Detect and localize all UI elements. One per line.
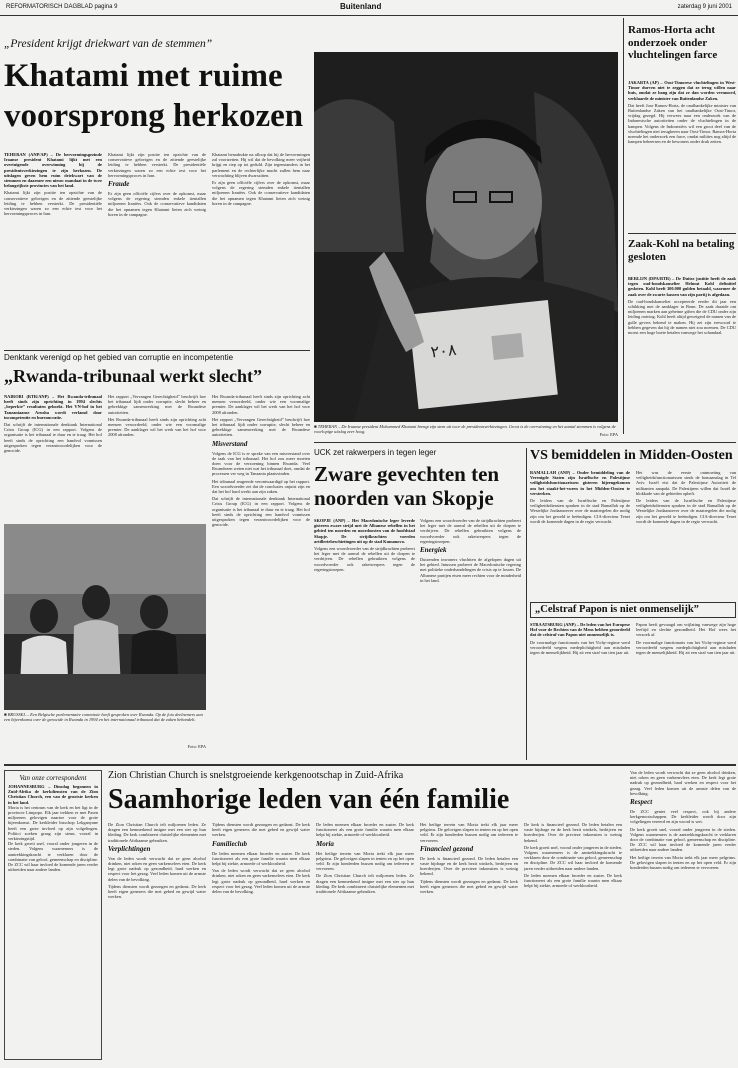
rwanda-body-3b: Het Rwanda-tribunaal heeft sinds zijn oprichting acht mensen veroordeeld, onder wie een voormalige premier. De aanklager wil het werk van het hof voor 2008 afronden. [212,394,310,415]
zcc-body-4b: De leden noemen elkaar broeder en zuster. De kerk functioneert als een grote familie waarin men elkaar helpt bij ziekte, armoede of werkloosheid. [316,822,414,838]
zcc-body-2c: Van de leden wordt verwacht dat ze geen alcohol drinken, niet roken en geen varkensvlees eten. De kerk legt grote nadruk op gezondheid, hard werken en respect voor het gezag. Veel leden komen uit de armste delen van de bevolking. [630,770,736,796]
khatami-photo-credit: Foto: EPA [599,432,618,437]
uck-body-2: Duizenden inwoners vluchtten de afgelopen dagen uit het gebied. Intussen probeert de Macedonische regering met politieke onderhandelingen de crisis op te lossen. De Albanese partijen eisen meer rechten voor de minderheid in het land. [420,557,521,583]
uck-body-1: Volgens een woordvoerder van de strijdkrachten probeert het leger met de aanval de rebellen uit de dorpen te verdrijven. De rebellen gebruikten volgens de woordvoerder ook raketwerpers tegen de regeringstroepen. [314,546,415,572]
khatami-lead: TEHERAN (ANP/AP) – De hervormingsgezinde Iraanse president Khatami lijkt met een overtuigende overwinning bij de presidentsverkiezingen te zijn herkozen. De uitslagen geven hem ruim driekwart van de stemmen en daarmee een nieuw mandaat in de twee belangrijkste provincies van het land. [4,152,102,189]
zcc-headline: Saamhorige leden van één familie [108,784,510,815]
papon-body-1b: De voormalige functionaris van het Vichy-regime werd veroordeeld wegens medeplichtigheid aan misdaden tegen de menselijkheid. Hij zit een straf van tien jaar uit. [636,639,736,656]
rwanda-body-1: Dat schrijft de internationale denktank International Crisis Group (ICG) in een rapport. Volgens de organisatie is het tribunaal te duur en te traag. Het hof heeft sinds de oprichting een handvol vonnissen uitgesproken tegen verantwoordelijken voor de genocide. [4,422,102,454]
khatami-body-1: Khatami lijkt zijn positie ten opzichte van de conservatieve gelovigen en de zittende geestelijke leiding te hebben versterkt. De presidentiële verkiezingen waren zo een echte test voor het hervormingsproces in Iran. [4,190,102,217]
uck-sub-energiek: Energiek [420,546,447,555]
zcc-aside-title: Van onze correspondent [19,774,87,782]
zcc-body-3b: Tijdens diensten wordt gezongen en gedanst. De kerk heeft eigen genezers die met gebed en gewijd water werken. [212,822,310,838]
zcc-col-2 [212,822,310,1058]
rwanda-photo [4,524,206,710]
vs-body-1b: De leiders van de Israëlische en Palestijnse veiligheidsdiensten spraken in de stad Ramallah op de Westelijke Jordaanoever over de maatregelen die nodig zijn om het geweld te beëindigen. CIA-directeur Tenet wordt de komende dagen in de regio verwacht. [636,498,736,524]
khatami-col-3 [212,152,310,348]
vs-col-2 [636,470,736,598]
rwanda-photo-image [4,524,206,710]
zcc-body-3: Tijdens diensten wordt gezongen en gedanst. De kerk heeft eigen genezers die met gebed en gewijd water werken. [108,883,206,900]
khatami-body-2: Er zijn geen officiële cijfers over de opkomst, maar volgens de regering stemden enkele tientallen miljoenen Iraniërs. Ook de conservatieve kandidaten die het opnamen tegen Khatami lieten zich weinig horen in de campagne. [108,191,206,217]
rwanda-body-4: Volgens de ICG is er sprake van een misverstand over de taak van het tribunaal. Het hof zou meer moeten doen voor de verzoening binnen Rwanda. Veel Rwandezen weten niet wat het tribunaal doet, omdat de processen ver weg in Tanzania plaatsvinden. [212,450,310,477]
vs-body-1: De leiders van de Israëlische en Palestijnse veiligheidsdiensten spraken in de stad Ramallah op de Westelijke Jordaanoever over de maatregelen die nodig zijn om het geweld te beëindigen. CIA-directeur Tenet wordt de komende dagen in de regio verwacht. [530,498,630,524]
vs-lead: RAMALLAH (ANP) – Onder bemiddeling van de Verenigde Staten zijn Israëlische en Palestijnse veiligheidsfunctionarissen gisteren bijeengekomen om het staakt-het-vuren in het Midden-Oosten te versterken. [530,470,630,496]
zcc-body-4: De leden noemen elkaar broeder en zuster. De kerk functioneert als een grote familie waarin men elkaar helpt bij ziekte, armoede of werkloosheid. [212,850,310,867]
papon-body-1: De voormalige functionaris van het Vichy-regime werd veroordeeld wegens medeplichtigheid aan misdaden tegen de menselijkheid. Hij zit een straf van tien jaar uit. [530,639,630,656]
uck-headline: Zware gevechten ten noorden van Skopje [314,462,500,510]
zcc-col-6 [630,770,736,1058]
rwanda-col-3 [212,394,310,760]
khatami-body-3: Khatami benadrukte na afloop dat hij de hervormingen zal voortzetten. Hij wil dat de bevolking meer vrijheid krijgt en riep op tot geduld. Zijn tegenstanders in het parlement en de rechterlijke macht zullen hem naar verwachting blijven dwarszitten. [212,152,310,178]
zcc-body-3c: Tijdens diensten wordt gezongen en gedanst. De kerk heeft eigen genezers die met gebed en gewijd water werken. [420,878,518,895]
ramos-body: Dat heeft Jose Ramos-Horta, de onafhankelijke minister van Buitenlandse Zaken van het onafhankelijke Oost-Timor, vrijdag gezegd. Hij verwees naar een onderzoek van de Indonesische autoriteiten onder de vluchtelingen in de kampen. Volgens de Indonesiërs wil een groot deel van de vluchtelingen niet terugkeren naar Oost-Timor. Ramos-Horta noemde het onderzoek een farce, omdat milities nog altijd de kampen beheersen en de bewoners onder druk zetten. [628,102,736,145]
khatami-headline: Khatami met ruime voorsprong herkozen [4,58,304,134]
vs-col-1 [530,470,630,598]
rwanda-body-1b: Dat schrijft de internationale denktank International Crisis Group (ICG) in een rapport. Volgens de organisatie is het tribunaal te duur en te traag. Het hof heeft sinds de oprichting een handvol vonnissen uitgesproken tegen verantwoordelijken voor de genocide. [212,496,310,528]
rwanda-body-2: Het rapport „Vervangen Gerechtigheid” beschrijft hoe het tribunaal lijdt onder corruptie, slecht beheer en gebrekkige samenwerking met de Rwandese autoriteiten. [108,394,206,415]
uck-lead: SKOPJE (ANP) – Het Macedonische leger leverde gisteren zware strijd met de Albanese rebellen in het gebied ten noorden en noordoosten van de hoofdstad Skopje. De strijdkrachten voerden artilleriebeschietingen uit op de stad Kumanovo. [314,518,415,544]
uck-col-2 [420,518,521,758]
zcc-aside-body-2: De kerk groeit snel, vooral onder jongeren in de steden. Volgens waarnemers is de aantrekkingskracht te verklaren door de combinatie van geloof, gemeenschap en discipline. De ZCC wil haar invloed de komende jaren verder uitbreiden naar andere landen. [8,841,98,873]
uck-col-1 [314,518,415,758]
khatami-photo-image [314,52,618,422]
zcc-body-4c: De leden noemen elkaar broeder en zuster. De kerk functioneert als een grote familie waarin men elkaar helpt bij ziekte, armoede of werkloosheid. [524,872,622,889]
zcc-col-3 [316,822,414,1058]
rwanda-body-3: Het Rwanda-tribunaal heeft sinds zijn oprichting acht mensen veroordeeld, onder wie een voormalige premier. De aanklager wil het werk van het hof voor 2008 afronden. [108,416,206,438]
rwanda-lead: NAIROBI (RTR/ANP) – Het Rwanda-tribunaal heeft sinds zijn oprichting in 1994 slechts „beperkte” resultaten geboekt. Het VN-hof in het Tanzaniaanse Arusha wordt verlamd door incompetentie en bureaucratie. [4,394,102,420]
rwanda-sub-misverstand: Misverstand [212,439,248,448]
zcc-body-6b: De kerk is financieel gezond. De leden betalen een vaste bijdrage en de kerk bezit winkels, bedrijven en boerderijen. Over de precieze inkomsten is weinig bekend. [524,822,622,843]
zcc-sub-familieclub: Familieclub [212,839,247,848]
ballot-numbers: ٢٠٨ [429,339,458,362]
zaak-body: De oud-bondskanselier accepteerde eerder dit jaar een schikking met de aanklager in Bonn. De zaak draaide om miljoenen marken aan geheime giften die de CDU onder zijn leiding ontving. Kohl heeft altijd geweigerd de namen van de gulle gevers bekend te maken. Hij zei zijn erewoord te hebben gegeven dat hij de namen niet zou noemen. De CDU moest een hoge boete betalen vanwege het schandaal. [628,298,736,336]
khatami-body-2b: Er zijn geen officiële cijfers over de opkomst, maar volgens de regering stemden enkele tientallen miljoenen Iraniërs. Ook de conservatieve kandidaten die het opnamen tegen Khatami lieten zich weinig horen in de campagne. [212,180,310,206]
zcc-col-1 [108,822,206,1058]
vs-body-2: Het was de eerste ontmoeting van veiligheidsfunctionarissen sinds de bomaanslag in Tel Aviv. Israël eist dat de Palestijnse Autoriteit de militanten aanpakt. De Palestijnen willen dat Israël de blokkade van de gebieden opheft. [636,470,736,496]
zcc-body-1: De Zion Christian Church telt miljoenen leden. Ze dragen een kenmerkend insigne met een ster op hun kleding. De kerk combineert christelijke elementen met traditionele Afrikaanse gebruiken. [108,822,206,843]
zcc-body-2b: Van de leden wordt verwacht dat ze geen alcohol drinken, niet roken en geen varkensvlees eten. De kerk legt grote nadruk op gezondheid, hard werken en respect voor het gezag. Veel leden komen uit de armste delen van de bevolking. [212,868,310,895]
zcc-body-5: Het heilige terrein van Moria trekt elk jaar meer pelgrims. De gelovigen slapen in tenten en op het open veld. Er zijn honderden bussen nodig om iedereen te vervoeren. [316,850,414,872]
zcc-sub-verplichtingen: Verplichtingen [108,844,151,853]
rwanda-photo-credit: Foto: EPA [187,744,206,749]
zcc-body-7: De kerk groeit snel, vooral onder jongeren in de steden. Volgens waarnemers is de aantrekkingskracht te verklaren door de combinatie van geloof, gemeenschap en discipline. De ZCC wil haar invloed de komende jaren verder uitbreiden naar andere landen. [524,844,622,871]
zcc-aside-body: Moria is het centrum van de kerk en het ligt in de provincie Limpopo. Elk jaar trekken er met Pasen miljoenen gelovigen naartoe voor de grote bijeenkomst. De kerkleider bisschop Lekganyane heeft een grote invloed op zijn volgelingen. Politici zoeken graag zijn steun, vooral in verkiezingstijd. [8,804,98,842]
khatami-col-2 [108,152,206,348]
zcc-body-7b: De kerk groeit snel, vooral onder jongeren in de steden. Volgens waarnemers is de aantrekkingskracht te verklaren door de combinatie van geloof, gemeenschap en discipline. De ZCC wil haar invloed de komende jaren verder uitbreiden naar andere landen. [630,826,736,853]
header-left: REFORMATORISCH DAGBLAD pagina 9 [6,4,118,10]
zaak-lead: BERLIJN (DPA/RTR) – De Duitse justitie heeft de zaak tegen oud-bondskanselier Helmut Kohl definitief gesloten. Kohl heeft 300.000 gulden betaald, waarmee de zaak over de zwarte kassen van zijn partij is afgedaan. [628,276,736,297]
zaak-headline: Zaak-Kohl na betaling gesloten [628,238,735,263]
uck-kicker: UCK zet rakwerpers in tegen leger [314,448,437,457]
rwanda-headline: „Rwanda-tribunaal werkt slecht” [4,366,263,386]
zcc-aside-lead: JOHANNESBURG – Dinsdag begonnen in Zuid-Afrika de kerkdiensten van de Zion Christian Church, een van de grootste kerken in het land. [8,784,98,805]
rwanda-body-2b: Het rapport „Vervangen Gerechtigheid” beschrijft hoe het tribunaal lijdt onder corruptie, slecht beheer en gebrekkige samenwerking met de Rwandese autoriteiten. [212,416,310,438]
papon-body-2: Papon heeft gevraagd om vrijlating vanwege zijn hoge leeftijd en slechte gezondheid. Het Hof wees het verzoek af. [636,622,736,638]
rwanda-col-1 [4,394,102,522]
khatami-sub-fraude: Fraude [108,180,130,189]
zaak-text [628,276,736,434]
zcc-col-5 [524,822,622,1058]
rwanda-col-2 [108,394,206,522]
papon-headline: „Celstraf Papon is niet onmenselijk” [530,602,736,618]
rwanda-kicker: Denktank verenigd op het gebied van corruptie en incompetentie [4,353,234,362]
ramos-headline: Ramos-Horta acht onderzoek onder vluchtelingen farce [628,24,718,61]
khatami-kicker: „President krijgt driekwart van de stemmen” [4,38,213,50]
khatami-photo [314,52,618,422]
zcc-body-6: De kerk is financieel gezond. De leden betalen een vaste bijdrage en de kerk bezit winkels, bedrijven en boerderijen. Over de precieze inkomsten is weinig bekend. [420,855,518,877]
zcc-body-2: Van de leden wordt verwacht dat ze geen alcohol drinken, niet roken en geen varkensvlees eten. De kerk legt grote nadruk op gezondheid, hard werken en respect voor het gezag. Veel leden komen uit de armste delen van de bevolking. [108,855,206,882]
zcc-sub-financieel: Financieel gezond [420,844,474,853]
zcc-sub-moria: Moria [316,839,334,848]
page-header [0,0,738,16]
uck-body-1b: Volgens een woordvoerder van de strijdkrachten probeert het leger met de aanval de rebellen uit de dorpen te verdrijven. De rebellen gebruikten volgens de woordvoerder ook raketwerpers tegen de regeringstroepen. [420,518,521,544]
header-date: zaterdag 9 juni 2001 [677,4,732,10]
zcc-body-1b: De Zion Christian Church telt miljoenen leden. Ze dragen een kenmerkend insigne met een ster op hun kleding. De kerk combineert christelijke elementen met traditionele Afrikaanse gebruiken. [316,873,414,895]
zcc-body-5c: Het heilige terrein van Moria trekt elk jaar meer pelgrims. De gelovigen slapen in tenten en op het open veld. Er zijn honderden bussen nodig om iedereen te vervoeren. [630,854,736,871]
zcc-col-4 [420,822,518,1058]
section-title: Buitenland [340,2,382,11]
khatami-photo-caption: ■ TEHERAN – De Iraanse president Mohammed Khatami brengt zijn stem uit voor de presidentsverkiezingen. Groot is de overwinning en het aantal stemmen is volgens de voorlopige uitslag zeer hoog. [314,424,616,434]
zcc-sub-respect: Respect [630,798,653,807]
rwanda-photo-caption: ■ BRUSSEL – Een Belgische parlementaire commissie heeft gesproken over Rwanda. Op de foto deelnemers aan een bijeenkomst over de genocide in Rwanda in 1994 en het internationaal tribunaal dat de zaken behandelt. [4,712,203,722]
papon-lead: STRAATSBURG (ANP) – De leden van het Europese Hof voor de Rechten van de Mens hebben geoordeeld dat de celstraf van Papon niet onmenselijk is. [530,622,630,638]
zcc-body-8: De ZCC geniet veel respect, ook bij andere kerkgenootschappen. De kerkleider wordt door zijn volgelingen vereerd en zijn woord is wet. [630,809,736,825]
papon-col-1 [530,622,630,758]
zcc-body-5b: Het heilige terrein van Moria trekt elk jaar meer pelgrims. De gelovigen slapen in tenten en op het open veld. Er zijn honderden bussen nodig om iedereen te vervoeren. [420,822,518,843]
papon-col-2 [636,622,736,758]
ramos-text [628,80,736,232]
zcc-kicker: Zion Christian Church is snelstgroeiende kerkgenootschap in Zuid-Afrika [108,770,404,781]
ramos-lead: JAKARTA (AP) – Oost-Timorese vluchtelingen in West-Timor durven niet te zeggen dat ze terug willen naar huis, omdat ze bang zijn dat ze dan worden vermoord, verklaarde de minister van Buitenlandse Zaken. [628,80,736,101]
khatami-col-1 [4,152,102,348]
vs-headline: VS bemiddelen in Midden-Oosten [530,448,733,463]
rwanda-body-5: Het tribunaal reageerde verontwaardigd op het rapport. Een woordvoerder zei dat de conclusies onjuist zijn en dat het hof hard werkt aan zijn zaken. [212,478,310,495]
zcc-aside [4,770,102,1060]
khatami-body-1b: Khatami lijkt zijn positie ten opzichte van de conservatieve gelovigen en de zittende geestelijke leiding te hebben versterkt. De presidentiële verkiezingen waren zo een echte test voor het hervormingsproces in Iran. [108,152,206,178]
